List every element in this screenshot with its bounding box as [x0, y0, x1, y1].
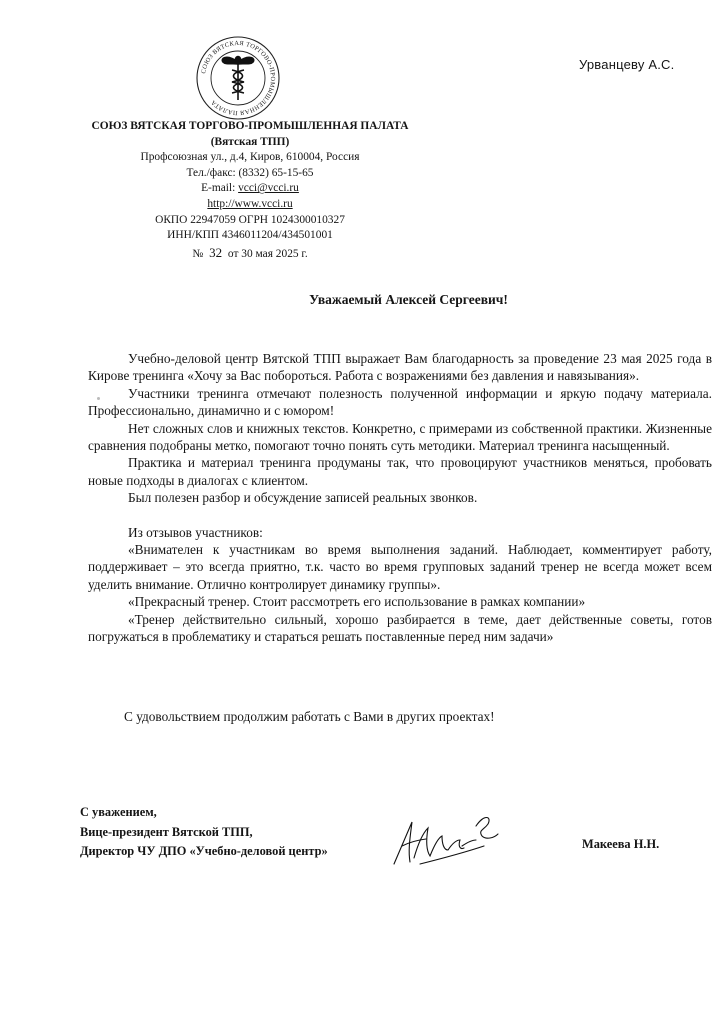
body-paragraph: Участники тренинга отмечают полезность полученной информации и яркую подачу материала. Профессионально, динамично и с юмором!	[88, 385, 712, 419]
signer-title-1: Вице-президент Вятской ТПП,	[80, 824, 253, 839]
emblem-ring-text: СОЮЗ ВЯТСКАЯ ТОРГОВО-ПРОМЫШЛЕННАЯ ПАЛАТА	[200, 39, 277, 117]
ref-number: 32	[209, 244, 223, 260]
letter-body	[88, 350, 712, 646]
signature-block	[80, 803, 328, 862]
signer-title-2: Директор ЧУ ДПО «Учебно-деловой центр»	[80, 844, 328, 858]
letterhead	[60, 119, 440, 262]
website-link[interactable]: http://www.vcci.ru	[207, 197, 293, 210]
email-label: E-mail:	[201, 182, 239, 195]
phone: Тел./факс: (8332) 65-15-65	[186, 166, 314, 179]
recipient-name: Урванцеву А.С.	[579, 57, 675, 72]
organization-name: СОЮЗ ВЯТСКАЯ ТОРГОВО-ПРОМЫШЛЕННАЯ ПАЛАТА	[91, 120, 409, 132]
review-quote: «Внимателен к участникам во время выполнения заданий. Наблюдает, комментирует работу, поддерживает – это всегда приятно, т.к. часто во время групповых заданий тренер не всегда может всем уделить внимание. Отлично контролирует динамику группы».	[88, 542, 712, 592]
body-paragraph: Практика и материал тренинга продуманы так, что провоцируют участников меняться, пробовать новые подходы в диалогах с клиентом.	[88, 455, 712, 488]
email-link[interactable]: vcci@vcci.ru	[238, 182, 299, 195]
chamber-emblem	[194, 34, 282, 122]
reviews-title: Из отзывов участников:	[128, 524, 263, 540]
review-quote: «Прекрасный тренер. Стоит рассмотреть его использование в рамках компании»	[128, 594, 586, 610]
reference-line	[60, 245, 440, 263]
signer-name: Макеева Н.Н.	[582, 837, 660, 851]
review-quote: «Тренер действительно сильный, хорошо разбирается в теме, дает действенные советы, готов погружаться в проблематику и стараться решать поставленные перед ним задачи»	[88, 611, 712, 645]
body-paragraph: Нет сложных слов и книжных текстов. Конкретно, с примерами из собственной практики. Жизненные сравнения подобраны метко, помогают точно понять суть методики. Материал тренинга насыщенный.	[88, 420, 712, 454]
caduceus-icon	[222, 57, 253, 100]
handwritten-signature	[388, 806, 508, 868]
inn-kpp: ИНН/КПП 4346011204/434501001	[167, 229, 333, 242]
organization-short-name: (Вятская ТПП)	[210, 135, 290, 148]
ref-date: от 30 мая 2025 г.	[227, 247, 308, 260]
regards-line: С уважением,	[80, 805, 157, 819]
registration-codes: ОКПО 22947059 ОГРН 1024300010327	[155, 213, 345, 226]
closing-sentence: С удовольствием продолжим работать с Вами в других проектах!	[124, 709, 495, 724]
ref-prefix: №	[192, 247, 204, 260]
body-paragraph: Был полезен разбор и обсуждение записей реальных звонков.	[128, 490, 478, 506]
body-paragraph: Учебно-деловой центр Вятской ТПП выражает Вам благодарность за проведение 23 мая 2025 года в Кирове тренинга «Хочу за Вас побороться. Работа с возражениями без давления и навязывания».	[88, 351, 712, 384]
email-line	[60, 181, 440, 197]
address: Профсоюзная ул., д.4, Киров, 610004, Россия	[140, 151, 360, 164]
salutation: Уважаемый Алексей Сергеевич!	[309, 292, 508, 307]
